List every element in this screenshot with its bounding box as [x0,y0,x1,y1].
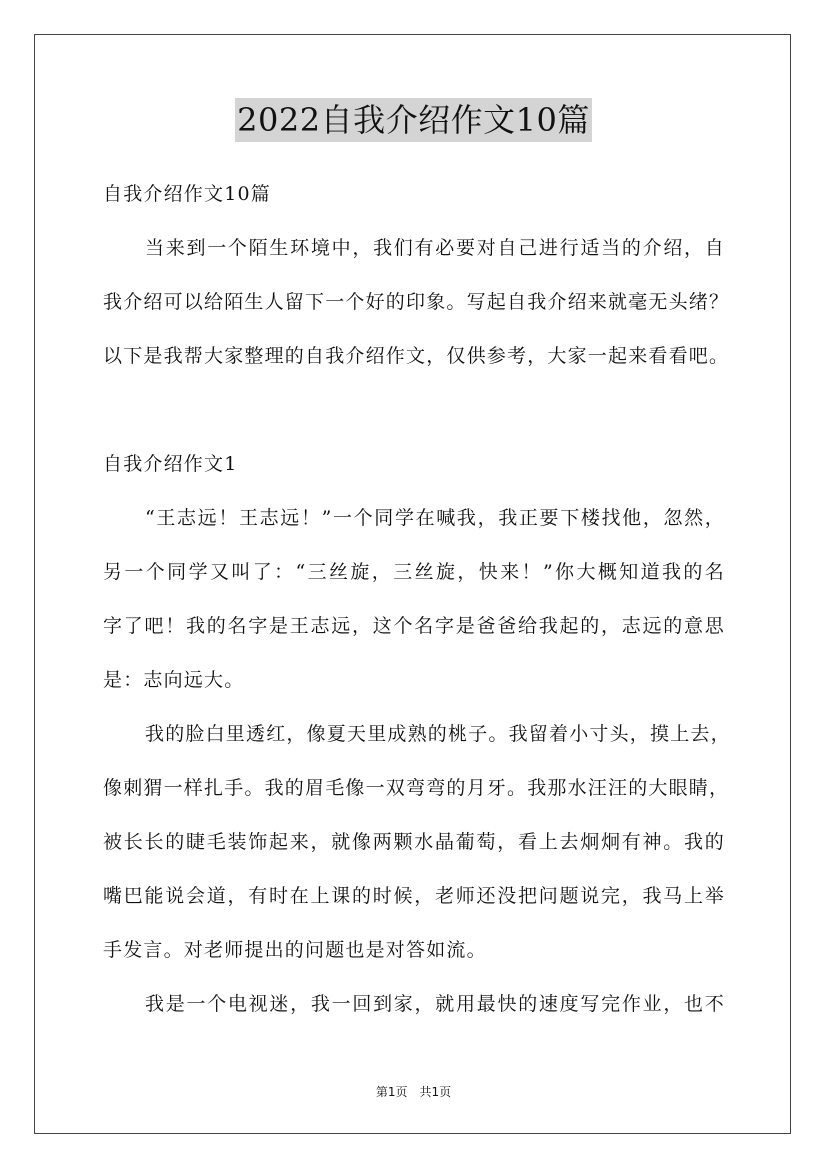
subtitle-heading: 自我介绍作文10篇 [103,183,271,205]
paragraph-1-line-1: “王志远！王志远！”一个同学在喊我，我正要下楼找他，忽然， [145,507,725,529]
paragraph-2-line-1: 我的脸白里透红，像夏天里成熟的桃子。我留着小寸头，摸上去， [145,723,731,745]
title-area [0,98,827,142]
paragraph-1-line-3: 字了吧！我的名字是王志远，这个名字是爸爸给我起的，志远的意思 [103,615,725,637]
paragraph-1-line-4: 是：志向远大。 [103,669,245,691]
paragraph-3-line-1: 我是一个电视迷，我一回到家，就用最快的速度写完作业，也不 [145,993,725,1015]
paragraph-2-line-5: 手发言。对老师提出的问题也是对答如流。 [103,939,487,961]
intro-line-1: 当来到一个陌生环境中，我们有必要对自己进行适当的介绍，自 [145,237,725,259]
paragraph-1-line-2: 另一个同学又叫了：“三丝旋，三丝旋，快来！”你大概知道我的名 [103,561,725,583]
paragraph-2-line-2: 像刺猬一样扎手。我的眉毛像一双弯弯的月牙。我那水汪汪的大眼睛， [103,777,730,799]
document-title: 2022自我介绍作文10篇 [235,98,592,142]
page-number-footer: 第1页 共1页 [375,1085,452,1099]
intro-line-3: 以下是我帮大家整理的自我介绍作文，仅供参考，大家一起来看看吧。 [103,345,730,367]
paragraph-2-line-4: 嘴巴能说会道，有时在上课的时候，老师还没把问题说完，我马上举 [103,885,725,907]
paragraph-2-line-3: 被长长的睫毛装饰起来，就像两颗水晶葡萄，看上去炯炯有神。我的 [103,831,725,853]
intro-line-2: 我介绍可以给陌生人留下一个好的印象。写起自我介绍来就毫无头绪？ [103,291,730,313]
section-heading-1: 自我介绍作文1 [103,453,238,475]
